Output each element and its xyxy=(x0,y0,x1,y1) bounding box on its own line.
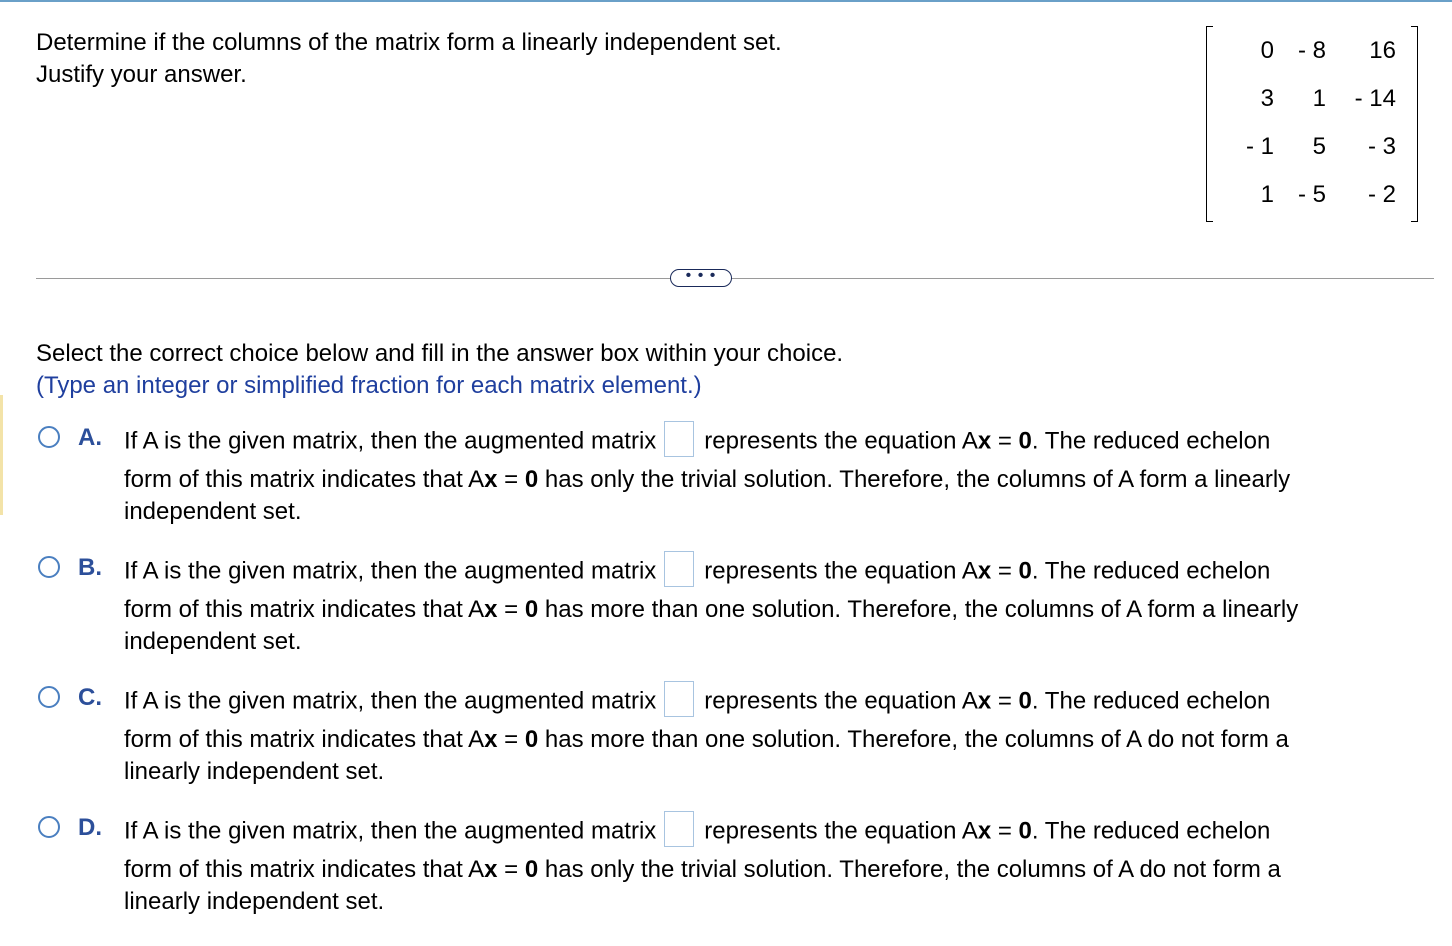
choice-text-part: independent set. xyxy=(124,498,302,525)
choice-letter: C. xyxy=(78,684,102,711)
question-text xyxy=(36,27,782,91)
more-button[interactable]: • • • xyxy=(670,269,732,287)
eq-a: A xyxy=(468,466,485,493)
eq-x: x xyxy=(977,557,992,585)
radio-a[interactable] xyxy=(38,426,60,448)
choice-text-part: form of this matrix indicates that xyxy=(124,596,463,623)
choice-text-part: linearly independent set. xyxy=(124,888,385,915)
eq-a: A xyxy=(468,856,485,883)
answer-box-a[interactable] xyxy=(664,421,694,457)
eq-zero: 0 xyxy=(1018,427,1032,455)
choice-text-part: If A is the given matrix, then the augmented matrix xyxy=(124,687,657,715)
choice-letter: A. xyxy=(78,424,102,451)
instructions-hint: (Type an integer or simplified fraction for each matrix element.) xyxy=(36,372,702,399)
section-divider xyxy=(36,278,1434,279)
eq-sign: = xyxy=(991,687,1019,715)
eq-sign: = xyxy=(497,466,525,493)
eq-x: x xyxy=(977,687,992,715)
choice-text-part: represents the equation xyxy=(704,817,957,845)
eq-a: A xyxy=(468,596,485,623)
eq-zero: 0 xyxy=(524,466,539,493)
choice-text-part: If A is the given matrix, then the augmented matrix xyxy=(124,817,657,845)
eq-sign: = xyxy=(497,856,525,883)
matrix-cell: - 1 xyxy=(1245,133,1274,160)
eq-a: A xyxy=(961,687,978,715)
eq-tail: . The reduced echelon xyxy=(1031,817,1271,845)
matrix-cell: 0 xyxy=(1260,37,1274,64)
eq-a: A xyxy=(468,726,485,753)
choice-text xyxy=(124,424,1414,528)
choice-text-part: has more than one solution. Therefore, the columns of A form a linearly xyxy=(544,596,1299,623)
choice-text-part: form of this matrix indicates that xyxy=(124,856,463,883)
matrix xyxy=(1206,26,1418,222)
eq-a: A xyxy=(961,427,978,455)
left-marker xyxy=(0,395,3,515)
instructions xyxy=(36,338,843,402)
eq-sign: = xyxy=(497,596,525,623)
radio-c[interactable] xyxy=(38,686,60,708)
matrix-cell: 3 xyxy=(1260,85,1274,112)
eq-x: x xyxy=(484,856,498,883)
choice-text-part: If A is the given matrix, then the augmented matrix xyxy=(124,557,657,585)
matrix-left-bracket xyxy=(1206,26,1213,222)
eq-x: x xyxy=(484,466,498,493)
matrix-cell: 1 xyxy=(1260,181,1274,208)
choice-text-part: represents the equation xyxy=(704,427,957,455)
matrix-cell: - 8 xyxy=(1297,37,1326,64)
eq-tail: . The reduced echelon xyxy=(1031,427,1271,455)
matrix-cell: 5 xyxy=(1312,133,1326,160)
matrix-cell: - 14 xyxy=(1354,85,1396,112)
eq-zero: 0 xyxy=(524,856,539,883)
choice-text-part: represents the equation xyxy=(704,557,957,585)
eq-sign: = xyxy=(991,817,1019,845)
choice-text-part: represents the equation xyxy=(704,687,957,715)
eq-zero: 0 xyxy=(1018,687,1032,715)
matrix-cell: - 3 xyxy=(1367,133,1396,160)
choice-text-part: has more than one solution. Therefore, the columns of A do not form a xyxy=(544,726,1289,753)
matrix-cell: - 2 xyxy=(1367,181,1396,208)
matrix-cell: 1 xyxy=(1312,85,1326,112)
radio-b[interactable] xyxy=(38,556,60,578)
choice-letter: D. xyxy=(78,814,102,841)
choice-text xyxy=(124,684,1414,788)
choice-letter: B. xyxy=(78,554,102,581)
question-line-1: Determine if the columns of the matrix form a linearly independent set. xyxy=(36,29,782,56)
eq-sign: = xyxy=(497,726,525,753)
eq-x: x xyxy=(484,726,498,753)
eq-x: x xyxy=(977,817,992,845)
question-line-2: Justify your answer. xyxy=(36,61,247,88)
matrix-cell: - 5 xyxy=(1297,181,1326,208)
eq-tail: . The reduced echelon xyxy=(1031,687,1271,715)
eq-sign: = xyxy=(991,557,1019,585)
eq-a: A xyxy=(961,817,978,845)
eq-zero: 0 xyxy=(524,726,539,753)
choice-text-part: If A is the given matrix, then the augmented matrix xyxy=(124,427,657,455)
instructions-main: Select the correct choice below and fill in the answer box within your choice. xyxy=(36,340,844,367)
choice-text-part: linearly independent set. xyxy=(124,758,385,785)
eq-x: x xyxy=(484,596,498,623)
matrix-right-bracket xyxy=(1411,26,1418,222)
eq-zero: 0 xyxy=(1018,817,1032,845)
choice-text-part: independent set. xyxy=(124,628,302,655)
choice-text-part: form of this matrix indicates that xyxy=(124,726,463,753)
choice-text-part: form of this matrix indicates that xyxy=(124,466,463,493)
eq-zero: 0 xyxy=(524,596,539,623)
answer-box-b[interactable] xyxy=(664,551,694,587)
choice-text xyxy=(124,554,1414,658)
eq-zero: 0 xyxy=(1018,557,1032,585)
eq-sign: = xyxy=(991,427,1019,455)
choice-text-part: has only the trivial solution. Therefore, the columns of A form a linearly xyxy=(544,466,1291,493)
answer-box-d[interactable] xyxy=(664,811,694,847)
matrix-cell: 16 xyxy=(1369,37,1396,64)
top-border xyxy=(0,0,1452,2)
eq-tail: . The reduced echelon xyxy=(1031,557,1271,585)
eq-a: A xyxy=(961,557,978,585)
radio-d[interactable] xyxy=(38,816,60,838)
answer-box-c[interactable] xyxy=(664,681,694,717)
choice-text-part: has only the trivial solution. Therefore, the columns of A do not form a xyxy=(544,856,1281,883)
eq-x: x xyxy=(977,427,992,455)
choice-text xyxy=(124,814,1414,918)
